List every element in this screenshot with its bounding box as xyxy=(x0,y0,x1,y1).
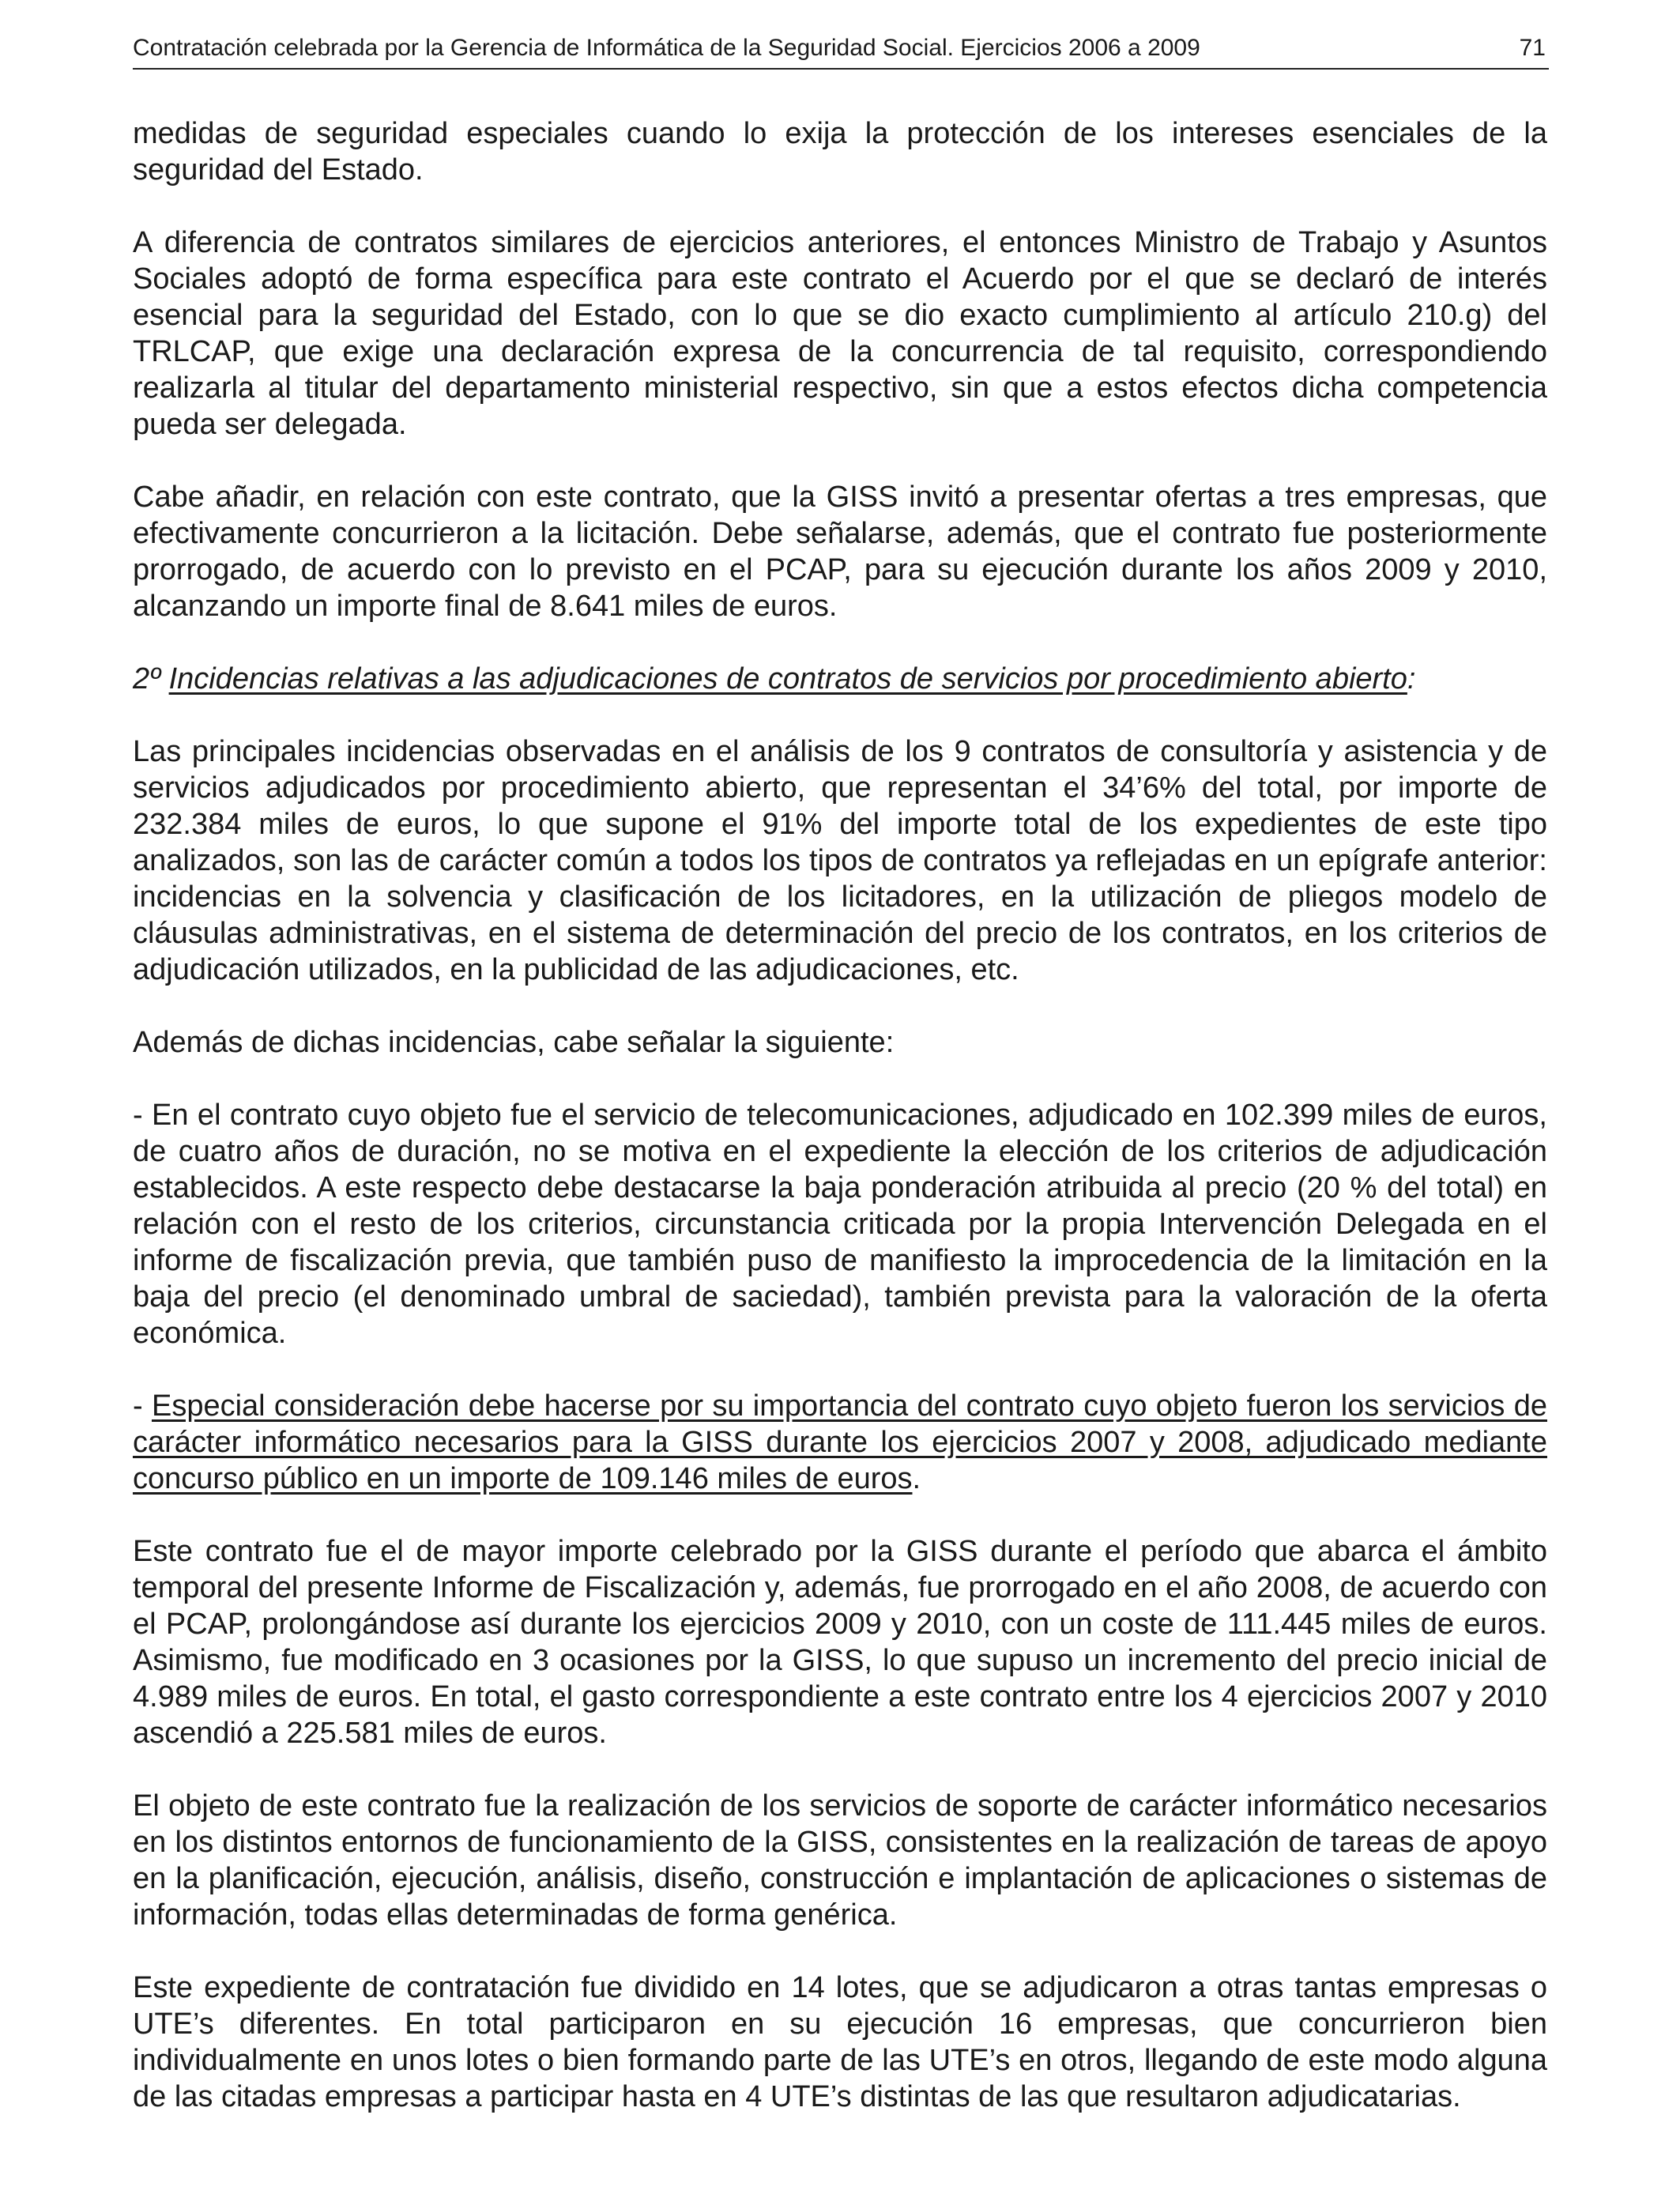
section-heading-colon: : xyxy=(1407,662,1416,696)
paragraph-10: Este expediente de contratación fue dividido en 14 lotes, que se adjudicaron a otras tantas empresas o UTE’s diferentes. En total participaron en su ejecución 16 empresas, que concurrieron bien individualmente en unos lotes o bien formando parte de las UTE’s en otros, llegando de este modo alguna de las citadas empresas a participar hasta en 4 UTE’s distintas de las que resultaron adjudicatarias. xyxy=(133,1971,1547,2113)
paragraph-7-underlined: Especial consideración debe hacerse por su importancia del contrato cuyo objeto fueron los servicios de carácter informático necesarios para la GISS durante los ejercicios 2007 y 2008, adjudicado mediante concurso público en un importe de 109.146 miles de euros xyxy=(133,1389,1547,1495)
running-header xyxy=(133,30,1549,70)
paragraph-2: A diferencia de contratos similares de ejercicios anteriores, el entonces Ministro de Trabajo y Asuntos Sociales adoptó de forma específica para este contrato el Acuerdo por el que se declaró de interés esencial para la seguridad del Estado, con lo que se dio exacto cumplimiento al artículo 210.g) del TRLCAP, que exige una declaración expresa de la concurrencia de tal requisito, correspondiendo realizarla al titular del departamento ministerial respectivo, sin que a estos efectos dicha competencia pueda ser delegada. xyxy=(133,226,1547,441)
paragraph-6: - En el contrato cuyo objeto fue el servicio de telecomunicaciones, adjudicado en 102.399 miles de euros, de cuatro años de duración, no se motiva en el expediente la elección de los criterios de adjudicación establecidos. A este respecto debe destacarse la baja ponderación atribuida al precio (20 % del total) en relación con el resto de los criterios, circunstancia criticada por la propia Intervención Delegada en el informe de fiscalización previa, que también puso de manifiesto la improcedencia de la limitación en la baja del precio (el denominado umbral de saciedad), también prevista para la valoración de la oferta económica. xyxy=(133,1099,1547,1350)
paragraph-5: Además de dichas incidencias, cabe señalar la siguiente: xyxy=(133,1026,895,1059)
page-number: 71 xyxy=(1519,35,1546,61)
paragraph-3: Cabe añadir, en relación con este contrato, que la GISS invitó a presentar ofertas a tres empresas, que efectivamente concurrieron a la licitación. Debe señalarse, además, que el contrato fue posteriormente prorrogado, de acuerdo con lo previsto en el PCAP, para su ejecución durante los años 2009 y 2010, alcanzando un importe final de 8.641 miles de euros. xyxy=(133,481,1547,623)
paragraph-4: Las principales incidencias observadas en el análisis de los 9 contratos de consultoría y asistencia y de servicios adjudicados por procedimiento abierto, que representan el 34’6% del total, por importe de 232.384 miles de euros, lo que supone el 91% del importe total de los expedientes de este tipo analizados, son las de carácter común a todos los tipos de contratos ya reflejadas en un epígrafe anterior: incidencias en la solvencia y clasificación de los licitadores, en la utilización de pliegos modelo de cláusulas administrativas, en el sistema de determinación del precio de los contratos, en los criterios de adjudicación utilizados, en la publicidad de las adjudicaciones, etc. xyxy=(133,735,1547,986)
section-heading-text: Incidencias relativas a las adjudicaciones de contratos de servicios por procedimiento abierto xyxy=(168,662,1407,696)
section-heading xyxy=(133,661,1547,697)
paragraph-7 xyxy=(133,1388,1547,1497)
paragraph-9: El objeto de este contrato fue la realización de los servicios de soporte de carácter informático necesarios en los distintos entornos de funcionamiento de la GISS, consistentes en la realización de tareas de apoyo en la planificación, ejecución, análisis, diseño, construcción e implantación de aplicaciones o sistemas de información, todas ellas determinadas de forma genérica. xyxy=(133,1789,1547,1932)
paragraph-8: Este contrato fue el de mayor importe celebrado por la GISS durante el período que abarca el ámbito temporal del presente Informe de Fiscalización y, además, fue prorrogado en el año 2008, de acuerdo con el PCAP, prolongándose así durante los ejercicios 2009 y 2010, con un coste de 111.445 miles de euros. Asimismo, fue modificado en 3 ocasiones por la GISS, lo que supuso un incremento del precio inicial de 4.989 miles de euros. En total, el gasto correspondiente a este contrato entre los 4 ejercicios 2007 y 2010 ascendió a 225.581 miles de euros. xyxy=(133,1535,1547,1750)
paragraph-7-dash: - xyxy=(133,1389,152,1423)
document-body xyxy=(133,115,1547,2151)
header-title: Contratación celebrada por la Gerencia de Informática de la Seguridad Social. Ejercicios 2006 a 2009 xyxy=(133,35,1200,61)
paragraph-7-period: . xyxy=(912,1462,921,1495)
paragraph-1: medidas de seguridad especiales cuando lo exija la protección de los intereses esenciales de la seguridad del Estado. xyxy=(133,117,1547,187)
section-heading-number: 2º xyxy=(133,662,169,696)
